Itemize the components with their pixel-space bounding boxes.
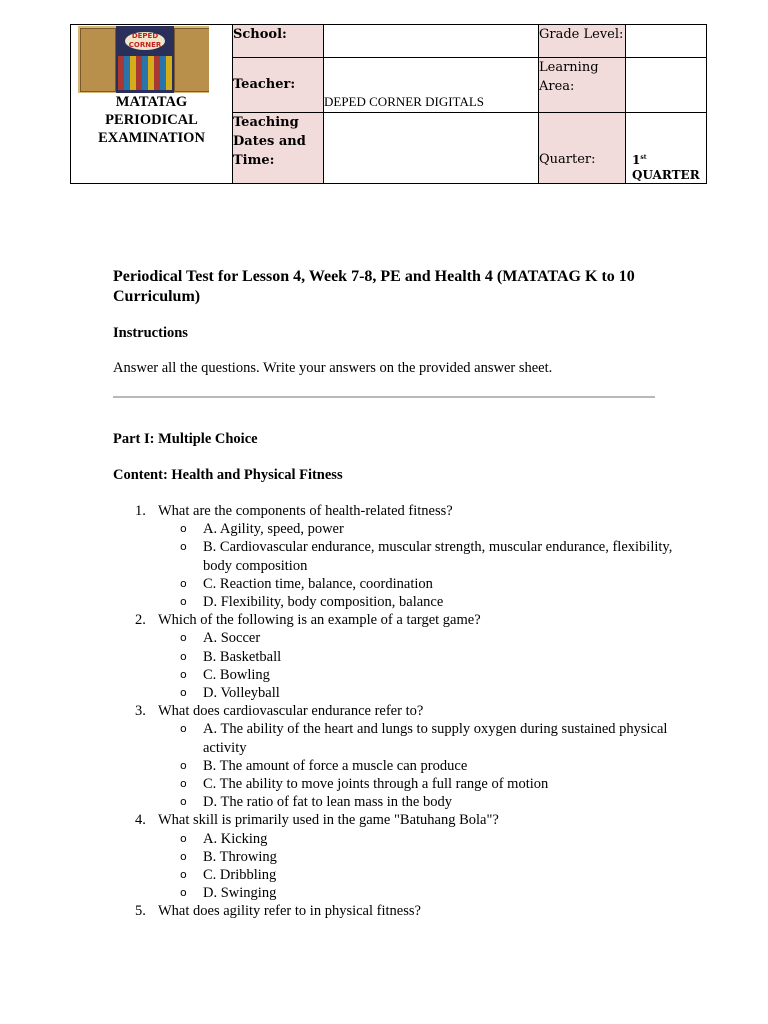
bullet-icon: o bbox=[180, 631, 187, 645]
question-item: 2. Which of the following is an example of a target game? bbox=[135, 612, 481, 629]
school-label: School: bbox=[233, 25, 324, 58]
bullet-icon: o bbox=[180, 777, 187, 791]
quarter-label: Quarter: bbox=[539, 112, 626, 183]
deped-corner-logo: DEPED CORNER bbox=[78, 26, 209, 93]
learning-area-field[interactable] bbox=[626, 58, 707, 112]
bullet-icon: o bbox=[180, 649, 187, 663]
bullet-icon: o bbox=[180, 831, 187, 845]
bullet-icon: o bbox=[180, 522, 187, 536]
answer-option: o C. Reaction time, balance, coordination bbox=[180, 575, 433, 592]
bullet-icon: o bbox=[180, 540, 187, 554]
question-item: 1. What are the components of health-related fitness? bbox=[135, 503, 453, 519]
bullet-icon: o bbox=[180, 576, 187, 590]
bullet-icon: o bbox=[180, 595, 187, 609]
bullet-icon: o bbox=[180, 686, 187, 700]
quarter-field[interactable] bbox=[626, 112, 707, 183]
answer-option: o C. Bowling bbox=[180, 666, 270, 683]
teaching-dates-label: Teaching Dates and Time: bbox=[233, 112, 324, 183]
answer-option: o C. The ability to move joints through a full range of motion bbox=[180, 776, 549, 793]
logo-cell bbox=[71, 25, 233, 184]
bullet-icon: o bbox=[180, 795, 187, 809]
answer-option: o D. The ratio of fat to lean mass in the body bbox=[180, 794, 452, 811]
content-heading: Content: Health and Physical Fitness bbox=[113, 467, 343, 483]
horizontal-divider bbox=[113, 396, 655, 398]
header-table bbox=[70, 24, 707, 184]
part-heading: Part I: Multiple Choice bbox=[113, 431, 258, 447]
quarter-word: QUARTER bbox=[632, 167, 700, 182]
learning-area-label: Learning Area: bbox=[539, 58, 626, 112]
answer-option: o A. Soccer bbox=[180, 630, 261, 647]
answer-option: o A. The ability of the heart and lungs to supply oxygen during sustained physical activity bbox=[180, 721, 668, 756]
answer-option: o B. Basketball bbox=[180, 648, 282, 665]
question-item: 5. What does agility refer to in physical fitness? bbox=[135, 903, 421, 920]
answer-option: o C. Dribbling bbox=[180, 867, 277, 884]
quarter-number: 1st bbox=[632, 152, 647, 167]
teacher-field[interactable]: DEPED CORNER DIGITALS bbox=[324, 58, 539, 112]
bullet-icon: o bbox=[180, 868, 187, 882]
bullet-icon: o bbox=[180, 849, 187, 863]
school-field[interactable] bbox=[324, 25, 539, 58]
bullet-icon: o bbox=[180, 667, 187, 681]
bullet-icon: o bbox=[180, 722, 187, 736]
question-list bbox=[113, 502, 673, 921]
answer-option: o B. The amount of force a muscle can produce bbox=[180, 757, 468, 774]
answer-option: o A. Kicking bbox=[180, 830, 268, 847]
instructions-heading: Instructions bbox=[113, 325, 188, 341]
bullet-icon: o bbox=[180, 886, 187, 900]
grade-level-field[interactable] bbox=[626, 25, 707, 58]
answer-option: o D. Swinging bbox=[180, 885, 277, 902]
answer-option: o B. Throwing bbox=[180, 848, 277, 865]
teacher-label: Teacher: bbox=[233, 58, 324, 112]
question-item: 3. What does cardiovascular endurance refer to? bbox=[135, 703, 424, 720]
answer-option: o D. Volleyball bbox=[180, 685, 280, 702]
question-item: 4. What skill is primarily used in the game "Batuhang Bola"? bbox=[135, 812, 499, 829]
test-title: Periodical Test for Lesson 4, Week 7-8, PE and Health 4 (MATATAG K to 10 Curriculum) bbox=[113, 268, 635, 305]
answer-option: o B. Cardiovascular endurance, muscular strength, muscular endurance, flexibility, body composition bbox=[180, 539, 673, 574]
exam-title: MATATAG PERIODICAL EXAMINATION bbox=[98, 94, 205, 146]
answer-option: o A. Agility, speed, power bbox=[180, 521, 344, 538]
grade-level-label: Grade Level: bbox=[539, 25, 626, 58]
bullet-icon: o bbox=[180, 758, 187, 772]
teaching-dates-field[interactable] bbox=[324, 112, 539, 183]
instructions-text: Answer all the questions. Write your answers on the provided answer sheet. bbox=[113, 360, 553, 376]
answer-option: o D. Flexibility, body composition, balance bbox=[180, 594, 444, 611]
